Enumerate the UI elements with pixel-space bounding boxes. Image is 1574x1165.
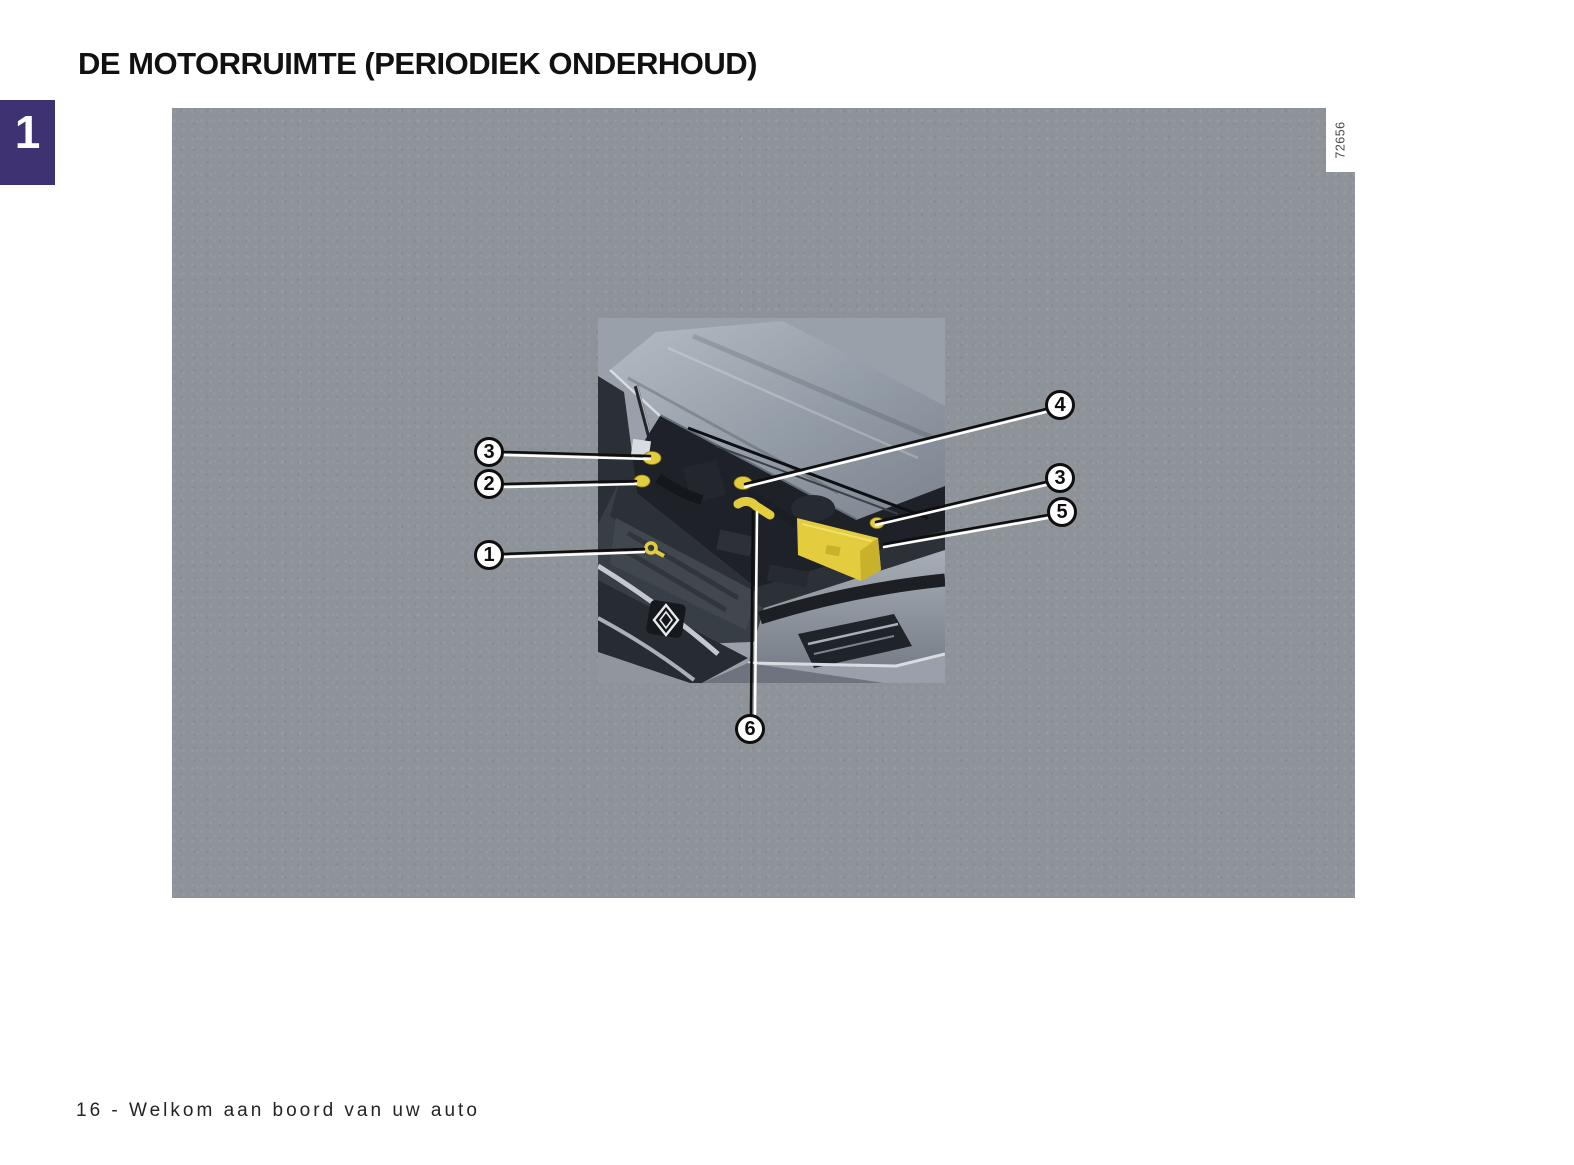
oil-filler-cap-highlight xyxy=(643,452,661,465)
callout-3-right: 3 xyxy=(1045,463,1075,493)
engine-bay-photo xyxy=(598,318,945,683)
coolant-cap-highlight xyxy=(734,477,752,490)
callout-5: 5 xyxy=(1047,497,1077,527)
callout-4: 4 xyxy=(1045,390,1075,420)
renault-logo xyxy=(646,599,687,638)
callout-3-left: 3 xyxy=(474,437,504,467)
callout-1: 1 xyxy=(474,540,504,570)
figure-id: 72656 xyxy=(1333,121,1348,159)
callout-2: 2 xyxy=(474,469,504,499)
figure-id-notch xyxy=(1326,108,1355,172)
reservoir-cap-highlight xyxy=(634,475,650,487)
callout-6: 6 xyxy=(735,714,765,744)
page-footer: 16 - Welkom aan boord van uw auto xyxy=(76,1100,480,1121)
page-title: DE MOTORRUIMTE (PERIODIEK ONDERHOUD) xyxy=(78,46,757,81)
washer-cap-highlight xyxy=(870,518,884,529)
chapter-tab: 1 xyxy=(0,100,55,185)
